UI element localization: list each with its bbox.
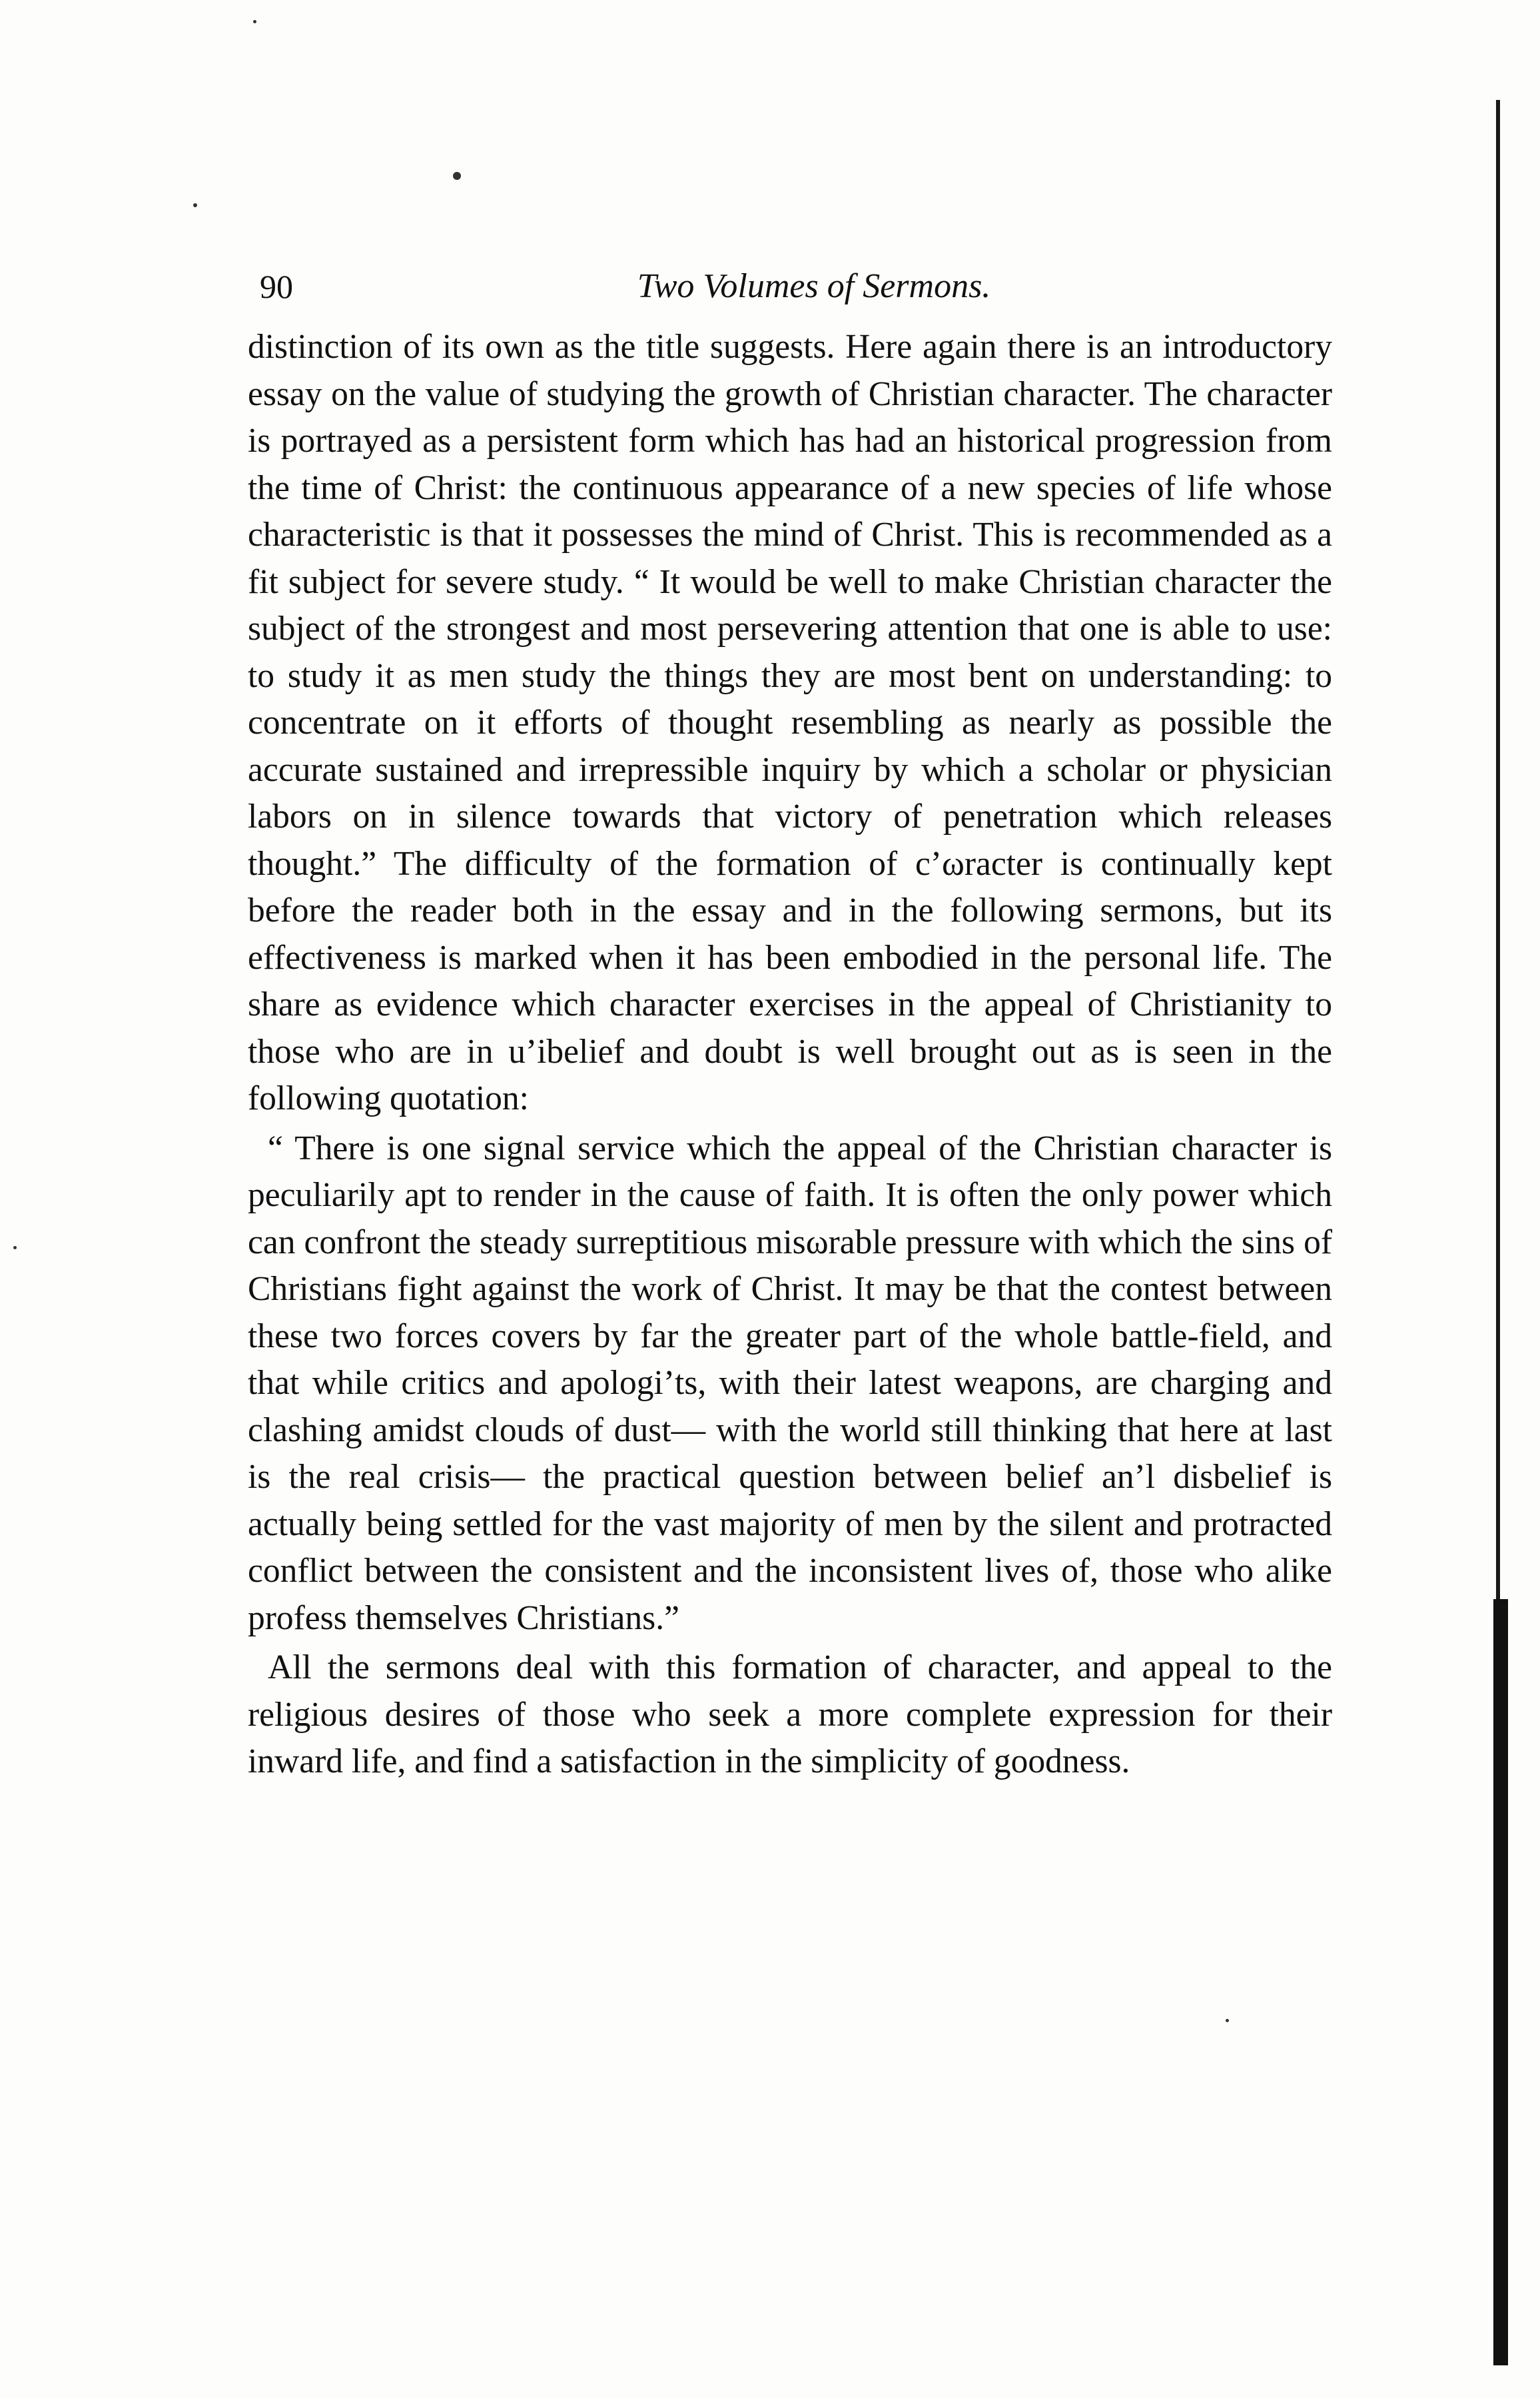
page-edge-shadow-lower bbox=[1493, 1599, 1508, 2365]
scan-speck bbox=[453, 172, 461, 180]
quotation-paragraph: “ There is one signal service which the appeal of the Christian character is peculiarily apt to render in the cause of faith. It is often the only power which can confront the steady surreptitious misωrable pressure with which the sins of Christians fight against the work of Christ. It may be that the contest between these two forces covers by far the greater part of the whole battle-field, and that while critics and apologiʼts, with their latest weapons, are charging and clashing amidst clouds of dust— with the world still thinking that here at last is the real crisis— the practical question between belief anʼl disbelief is actually being settled for the vast majority of men by the silent and protracted conflict between the consistent and the inconsistent lives of, those who alike profess themselves Christians.” bbox=[248, 1129, 1332, 1637]
page-number: 90 bbox=[260, 268, 293, 305]
running-title: Two Volumes of Sermons. bbox=[637, 267, 991, 305]
page-header bbox=[248, 263, 1340, 316]
scan-speck bbox=[1226, 2019, 1229, 2022]
scan-speck bbox=[253, 20, 256, 23]
paragraph: All the sermons deal with this formation of character, and appeal to the religious desires of those who seek a more complete expression for their inward life, and find a satisfaction in the simplicity of goodness. bbox=[248, 1648, 1332, 1780]
scan-speck bbox=[13, 1246, 17, 1249]
scan-speck bbox=[193, 203, 197, 207]
paragraph: distinction of its own as the title suggests. Here again there is an introductory essay on the value of studying the growth of Christian character. The character is portrayed as a persistent form which has had an historical progression from the time of Christ: the continuous appearance of a new species of life whose characteristic is that it possesses the mind of Christ. This is recommended as a fit subject for severe study. “ It would be well to make Christian character the subject of the strongest and most persevering attention that one is able to use: to study it as men study the things they are most bent on understanding: to concentrate on it efforts of thought resembling as nearly as possible the accurate sustained and irrepressible inquiry by which a scholar or physician labors on in silence towards that victory of penetration which releases thought.” The difficulty of the formation of cʼωracter is continually kept before the reader both in the essay and in the following sermons, but its effectiveness is marked when it has been embodied in the personal life. The share as evidence which character exercises in the appeal of Christianity to those who are in uʼibelief and doubt is well brought out as is seen in the following quotation: bbox=[248, 328, 1332, 1117]
body-text bbox=[248, 324, 1332, 1786]
